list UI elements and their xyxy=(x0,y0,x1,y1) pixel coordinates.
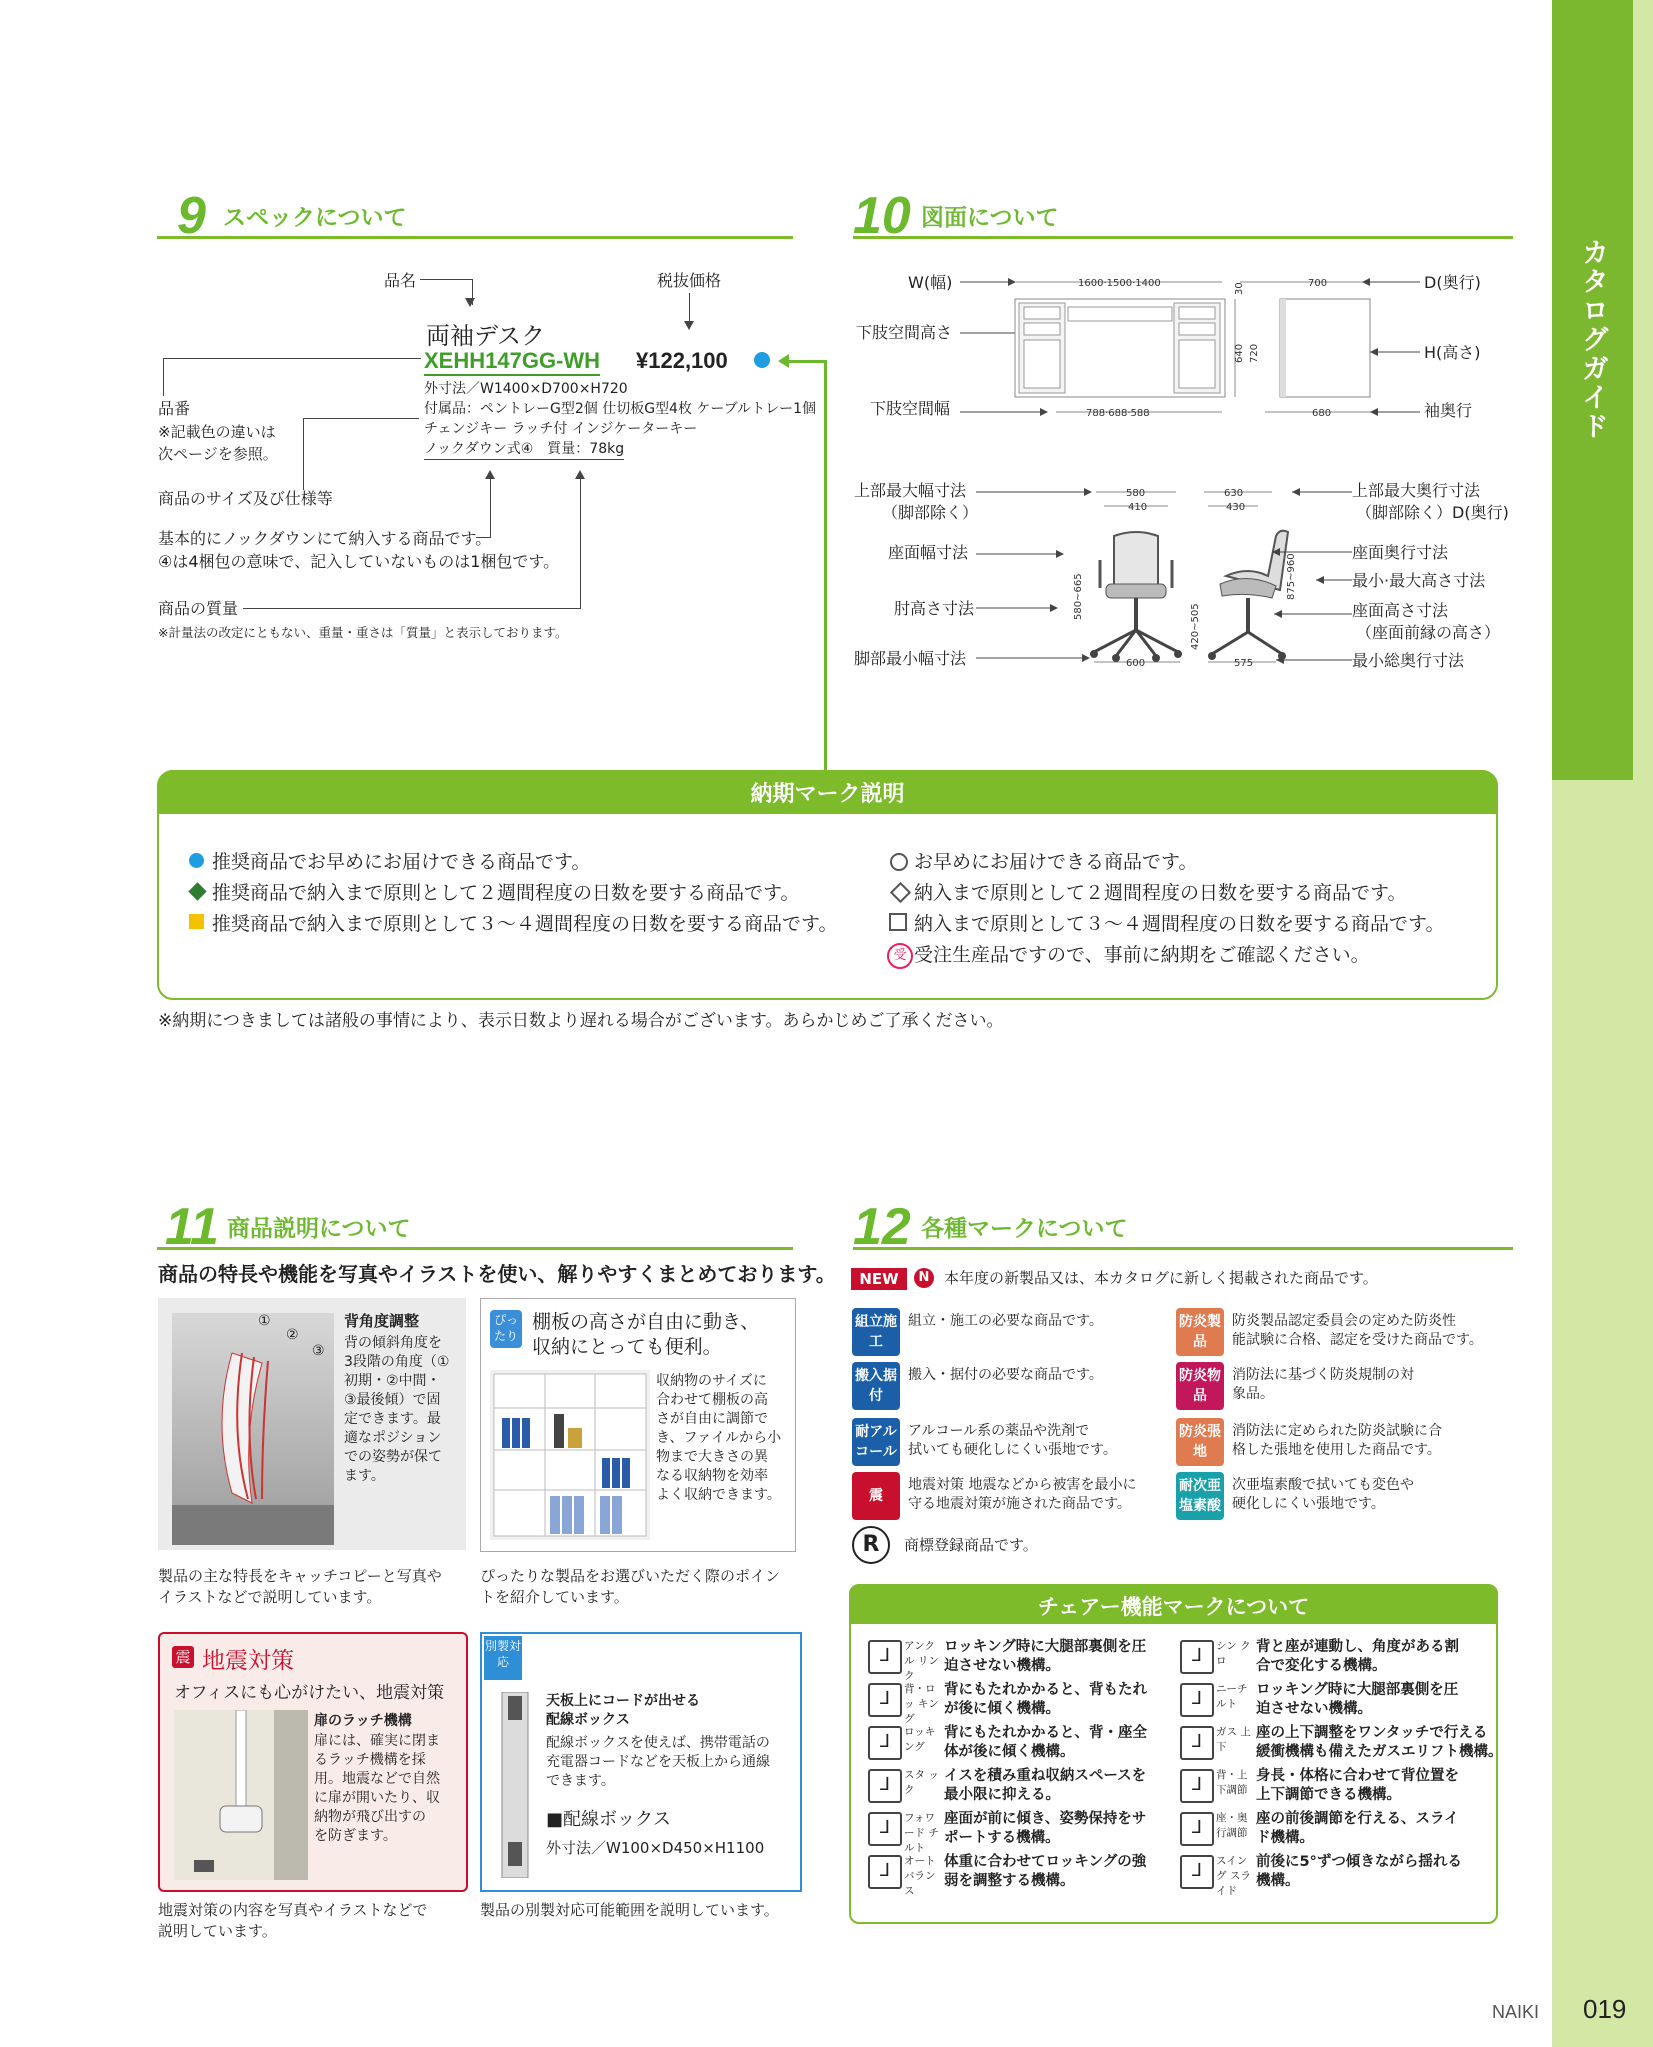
chair-function-icon: ⅃ xyxy=(1180,1855,1214,1889)
spec-line-3: チェンジキー ラッチ付 インジケーターキー xyxy=(424,421,698,437)
chair-function-icon: ⅃ xyxy=(1180,1726,1214,1760)
label-topw-1: 上部最大幅寸法 xyxy=(854,481,967,500)
dim-w: 1600·1500·1400 xyxy=(1078,278,1161,289)
chair-function-label: オート バランス xyxy=(904,1855,936,1897)
chair-function-icon: ⅃ xyxy=(868,1855,902,1889)
box2-head-1: 棚板の高さが自由に動き、 xyxy=(532,1311,760,1333)
product-code: XEHH147GG-WH xyxy=(424,348,600,376)
cd-575: 575 xyxy=(1234,658,1254,669)
chair-function-text: 身長・体格に合わせて背位置を 上下調節できる機構。 xyxy=(1256,1768,1459,1803)
label-arm: 肘高さ寸法 xyxy=(894,599,975,618)
mark-text-7: 次亜塩素酸で拭いても変色や 硬化しにくい張地です。 xyxy=(1232,1477,1414,1512)
chair-function-label: ガス 上下 xyxy=(1216,1726,1251,1753)
box2-text: 収納物のサイズに 合わせて棚板の高 さが自由に調節で き、ファイルから小 物まで大きさの異 なる収納物を効率 よく収納できます。 xyxy=(656,1373,782,1503)
label-dmin: 最小総奥行寸法 xyxy=(1352,651,1465,670)
chair-function-text: 座の前後調節を行える、スライ ド機構。 xyxy=(1256,1811,1459,1846)
delivery-left-3: 推奨商品で納入まで原則として３～４週間程度の日数を要する商品です。 xyxy=(212,913,838,935)
cd-600: 600 xyxy=(1126,658,1146,669)
box4-head-2: 配線ボックス xyxy=(546,1712,630,1728)
sec9-number: 9 xyxy=(177,187,206,245)
mark-text-6: 消防法に定められた防炎試験に合 格した張地を使用した商品です。 xyxy=(1232,1423,1442,1458)
note-size: 商品のサイズ及び仕様等 xyxy=(158,489,333,508)
mark-badge-3: 震 xyxy=(852,1472,900,1520)
cd-410: 410 xyxy=(1128,502,1148,513)
label-h: H(高さ) xyxy=(1424,343,1481,362)
footer-brand: NAIKI xyxy=(1492,2002,1540,2022)
chair-function-label: ニーチ ルト xyxy=(1216,1683,1248,1710)
chair-function-label: ロッキ ング xyxy=(904,1726,936,1753)
chair-function-text: 体重に合わせてロッキングの強 弱を調整する機構。 xyxy=(944,1854,1147,1889)
cd-580: 580 xyxy=(1126,488,1146,499)
box2-head-2: 収納にとっても便利。 xyxy=(532,1336,722,1358)
box4-dims: 外寸法／W100×D450×H1100 xyxy=(546,1839,765,1857)
chair-function-text: ロッキング時に大腿部裏側を圧 迫させない機構。 xyxy=(944,1639,1147,1674)
mark-text-0: 組立・施工の必要な商品です。 xyxy=(908,1313,1103,1329)
sec10-number: 10 xyxy=(853,187,911,245)
chair-function-label: 背・ロッ キング xyxy=(904,1683,939,1725)
chair-function-text: ロッキング時に大腿部裏側を圧 迫させない機構。 xyxy=(1256,1682,1459,1717)
mark-badge-5: 防炎物品 xyxy=(1176,1362,1224,1410)
product-name: 両袖デスク xyxy=(426,322,546,350)
delivery-dot xyxy=(754,352,770,368)
chair-function-text: 背にもたれかかると、背・座全 体が後に傾く機構。 xyxy=(944,1725,1147,1760)
note-weight-2: ※計量法の改定にともない、重量・重さは「質量」と表示しております。 xyxy=(158,625,568,640)
chair-function-text: 前後に5°ずつ傾きながら揺れる 機構。 xyxy=(1256,1854,1462,1889)
delivery-left-2: 推奨商品で納入まで原則として２週間程度の日数を要する商品です。 xyxy=(212,882,800,904)
mark-badge-0: 組立施工 xyxy=(852,1308,900,1356)
quake-head: オフィスにも心がけたい、地震対策 xyxy=(174,1683,445,1703)
box2-caption-2: トを紹介しています。 xyxy=(480,1588,629,1606)
delivery-right-3: 納入まで原則として３～４週間程度の日数を要する商品です。 xyxy=(914,913,1445,935)
label-topd-2: （脚部除く）D(奥行) xyxy=(1356,503,1509,522)
dim-d: 700 xyxy=(1308,278,1328,289)
label-hmin: 最小·最大高さ寸法 xyxy=(1352,571,1486,590)
chair-function-icon: ⅃ xyxy=(1180,1683,1214,1717)
chair-function-title: チェアー機能マークについて xyxy=(1037,1595,1310,1619)
desk-drawing xyxy=(960,265,1420,425)
sec11-intro: 商品の特長や機能を写真やイラストを使い、解りやすくまとめております。 xyxy=(158,1262,836,1286)
label-seatw: 座面幅寸法 xyxy=(888,543,969,562)
chair-function-icon: ⅃ xyxy=(868,1812,902,1846)
mark-text-4: 防炎製品認定委員会の定めた防炎性 能試験に合格、認定を受けた商品です。 xyxy=(1232,1313,1483,1348)
chair-function-icon: ⅃ xyxy=(1180,1640,1214,1674)
note-knock-2: ④は4梱包の意味で、記入していないものは1梱包です。 xyxy=(158,552,560,571)
dim-720: 720 xyxy=(1249,343,1260,363)
note-weight: 商品の質量 xyxy=(158,599,239,618)
mark-badge-6: 防炎張地 xyxy=(1176,1418,1224,1466)
mark-badge-4: 防炎製品 xyxy=(1176,1308,1224,1356)
chair-function-icon: ⅃ xyxy=(868,1683,902,1717)
wiring-box-photo xyxy=(494,1692,534,1878)
chair-function-label: スタ ック xyxy=(904,1769,939,1796)
label-leg-w: 下肢空間幅 xyxy=(870,399,951,418)
delivery-note: ※納期につきましては諸般の事情により、表示日数より遅れる場合がございます。あらかじめご了承ください。 xyxy=(158,1011,1004,1031)
label-w: W(幅) xyxy=(908,273,953,292)
sec12-number: 12 xyxy=(853,1198,911,1256)
chair-function-text: 座の上下調整をワンタッチで行える 緩衝機構も備えたガスエリフト機構。 xyxy=(1256,1725,1503,1760)
box3-caption-2: 説明しています。 xyxy=(158,1922,277,1940)
blue-dot-icon xyxy=(189,853,204,868)
sec10-title: 図面について xyxy=(921,205,1059,231)
note-hinban-2: 次ページを参照。 xyxy=(158,445,278,463)
label-legmin: 脚部最小幅寸法 xyxy=(854,649,967,668)
sidebar-title: カタログガイド xyxy=(1577,238,1608,441)
pittari-badge: ぴったり xyxy=(490,1310,522,1348)
box3-caption-1: 地震対策の内容を写真やイラストなどで xyxy=(158,1901,428,1919)
mark-1: ① xyxy=(258,1313,271,1329)
sec11-number: 11 xyxy=(165,1198,219,1256)
label-sode: 袖奥行 xyxy=(1424,401,1473,420)
box4-text: 配線ボックスを使えば、携帯電話の 充電器コードなどを天板上から通線 できます。 xyxy=(546,1735,770,1789)
new-badge: NEW xyxy=(851,1268,907,1290)
box1-title: 背角度調整 xyxy=(344,1312,420,1330)
dim-680: 680 xyxy=(1312,408,1332,419)
spec-line-2: 付属品：ペントレーG型2個 仕切板G型4枚 ケーブルトレー1個 xyxy=(424,401,817,417)
sec11-header xyxy=(157,1198,793,1256)
sec9-title: スペックについて xyxy=(223,205,407,231)
box2-caption-1: ぴったりな製品をお選びいただく際のポイン xyxy=(480,1567,781,1585)
registered-mark-icon: R xyxy=(852,1526,890,1564)
mark-text-3: 地震対策 地震などから被害を最小に 守る地震対策が施された商品です。 xyxy=(908,1477,1137,1512)
note-knock-1: 基本的にノックダウンにて納入する商品です。 xyxy=(158,529,492,548)
n-badge: N xyxy=(914,1268,934,1288)
mark-badge-1: 搬入据付 xyxy=(852,1362,900,1410)
sec11-title: 商品説明について xyxy=(227,1216,411,1242)
spec-line-4: ノックダウン式④ 質量：78kg xyxy=(424,440,624,460)
page-number: 019 xyxy=(1583,1994,1627,2024)
quake-mark-icon: 震 xyxy=(172,1646,194,1668)
chair-function-text: 背にもたれかかると、背もたれ が後に傾く機構。 xyxy=(944,1682,1147,1717)
delivery-right-2: 納入まで原則として２週間程度の日数を要する商品です。 xyxy=(914,882,1407,904)
open-circle-icon xyxy=(890,853,908,871)
mark-badge-7: 耐次亜塩素酸 xyxy=(1176,1472,1224,1520)
box1-caption-2: イラストなどで説明しています。 xyxy=(158,1588,382,1606)
cd-arm: 580~665 xyxy=(1073,573,1084,620)
label-d: D(奥行) xyxy=(1424,273,1481,292)
label-hinmei: 品名 xyxy=(384,271,417,290)
chair-function-text: 座面が前に傾き、姿勢保持をサ ポートする機構。 xyxy=(944,1811,1147,1846)
mark-3: ③ xyxy=(312,1343,325,1359)
open-square-icon xyxy=(889,913,907,931)
cd-seat: 420~505 xyxy=(1190,603,1201,650)
box4-caption: 製品の別製対応可能範囲を説明しています。 xyxy=(480,1901,779,1919)
label-price: 税抜価格 xyxy=(657,271,722,290)
chair-function-icon: ⅃ xyxy=(868,1640,902,1674)
yellow-square-icon xyxy=(189,914,204,929)
chair-function-text: 背と座が連動し、角度がある割 合で変化する機構。 xyxy=(1256,1639,1459,1674)
label-seatd: 座面奥行寸法 xyxy=(1352,543,1449,562)
sec10-header xyxy=(853,187,1513,245)
mark-text-1: 搬入・据付の必要な商品です。 xyxy=(908,1367,1103,1383)
box1-text: 背の傾斜角度を 3段階の角度（① 初期・②中間・ ③最後傾）で固 定できます。最 適なポジション での姿勢が保て ます。 xyxy=(344,1335,450,1484)
sec12-title: 各種マークについて xyxy=(921,1216,1128,1242)
chair-function-icon: ⅃ xyxy=(868,1769,902,1803)
cd-430: 430 xyxy=(1226,502,1246,513)
label-topd-1: 上部最大奥行寸法 xyxy=(1352,481,1481,500)
quake-sub: 扉のラッチ機構 xyxy=(314,1713,412,1729)
order-mark-icon: 受 xyxy=(887,943,913,969)
delivery-right-4: 受注生産品ですので、事前に納期をご確認ください。 xyxy=(914,944,1370,966)
quake-title: 地震対策 xyxy=(202,1648,294,1674)
chair-function-icon: ⅃ xyxy=(1180,1812,1214,1846)
delivery-title: 納期マーク説明 xyxy=(750,782,905,807)
delivery-left-1: 推奨商品でお早めにお届けできる商品です。 xyxy=(212,851,591,873)
mark-text-2: アルコール系の薬品や洗剤で 拭いても硬化しにくい張地です。 xyxy=(908,1423,1117,1458)
shelf-photo xyxy=(490,1370,650,1540)
box4-head-1: 天板上にコードが出せる xyxy=(546,1693,700,1709)
dim-640: 640 xyxy=(1234,343,1245,363)
chair-function-label: 座・奥 行調節 xyxy=(1216,1812,1248,1839)
dim-legw: 788·688·588 xyxy=(1086,408,1150,419)
sec12-header xyxy=(853,1198,1513,1256)
new-text: 本年度の新製品又は、本カタログに新しく掲載された商品です。 xyxy=(944,1269,1378,1287)
note-hinban-1: ※記載色の違いは xyxy=(158,423,276,441)
chair-function-text: イスを積み重ね収納スペースを 最小限に抑える。 xyxy=(944,1768,1147,1803)
quake-text: 扉には、確実に閉ま るラッチ機構を採 用。地震などで自然 に扉が開いたり、収 納物が飛び出すの を防ぎます。 xyxy=(314,1733,440,1844)
box4-product: ■配線ボックス xyxy=(546,1809,671,1830)
mark-2: ② xyxy=(286,1327,299,1343)
sec9-header xyxy=(157,187,793,245)
label-seath-2: （座面前縁の高さ） xyxy=(1356,623,1501,642)
spec-line-1: 外寸法／W1400×D700×H720 xyxy=(424,381,628,397)
chair-function-icon: ⅃ xyxy=(868,1726,902,1760)
chair-drawing xyxy=(976,480,1352,680)
chair-function-label: フォワード チルト xyxy=(904,1812,939,1854)
mark-badge-2: 耐アルコール xyxy=(852,1418,900,1466)
custom-badge: 別製対応 xyxy=(484,1636,522,1680)
note-hinban: 品番 xyxy=(158,399,191,418)
delivery-right-1: お早めにお届けできる商品です。 xyxy=(914,851,1198,873)
product-price: ¥122,100 xyxy=(636,348,728,373)
mark-text-5: 消防法に基づく防炎規制の対 象品。 xyxy=(1232,1367,1414,1402)
label-seath-1: 座面高さ寸法 xyxy=(1352,601,1449,620)
label-leg-h: 下肢空間高さ xyxy=(856,323,953,342)
cd-h: 875~960 xyxy=(1286,553,1297,600)
chair-function-icon: ⅃ xyxy=(1180,1769,1214,1803)
label-topw-2: （脚部除く） xyxy=(882,503,979,522)
dim-30: 30 xyxy=(1234,282,1245,295)
registered-text: 商標登録商品です。 xyxy=(904,1536,1038,1554)
chair-function-label: スイング スライド xyxy=(1216,1855,1251,1897)
chair-function-label: 背・上 下調節 xyxy=(1216,1769,1248,1796)
chair-function-label: シン クロ xyxy=(1216,1640,1251,1667)
cd-630: 630 xyxy=(1224,488,1244,499)
chair-function-label: アンクル リンク xyxy=(904,1640,939,1682)
box1-caption-1: 製品の主な特長をキャッチコピーと写真や xyxy=(158,1567,442,1585)
